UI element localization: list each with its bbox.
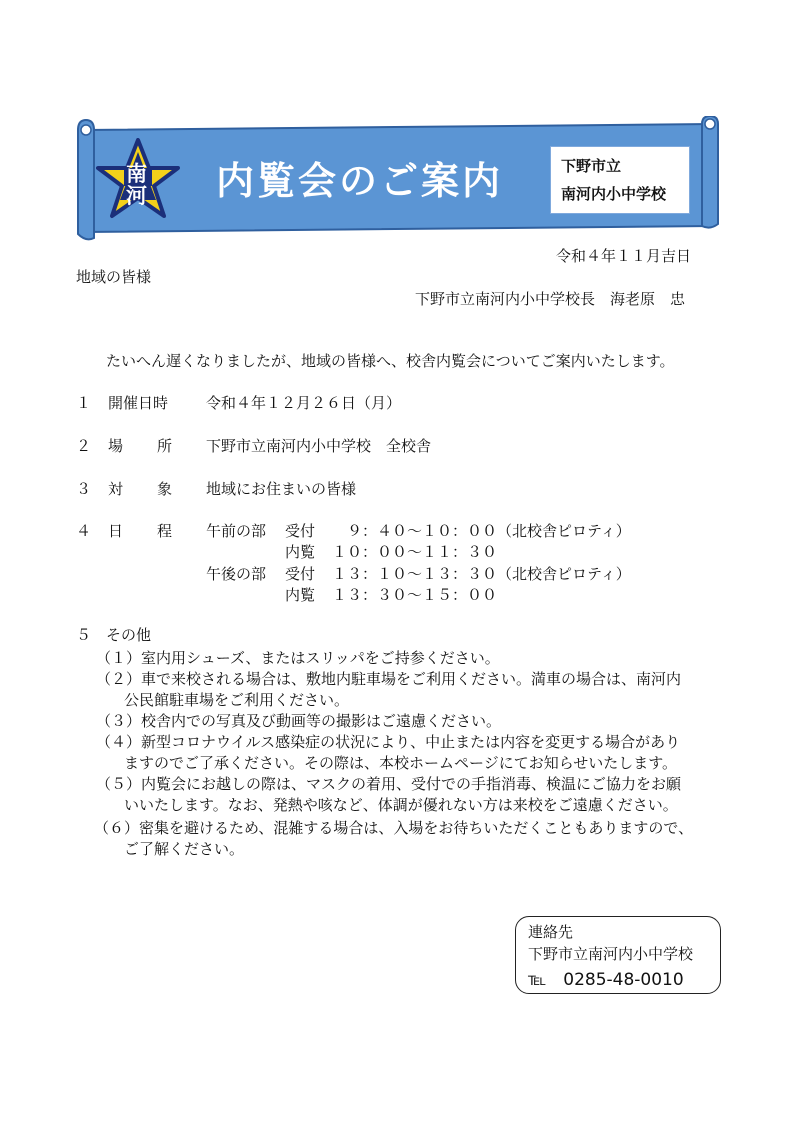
item-label-part: 日 [108,522,124,540]
note-line: ご了解ください。 [124,840,245,858]
schedule-kind: 受付 [285,522,316,540]
note-line: （２）車で来校される場合は、敷地内駐車場をご利用ください。満車の場合は、南河内 [96,670,682,688]
note-line: 公民館駐車場をご利用ください。 [124,691,350,709]
item-label [108,478,172,499]
item-label [108,392,172,413]
school-name-box [550,146,690,214]
item-label-part: 場 [108,437,124,455]
page-title: 内覧会のご案内 [216,159,504,203]
contact-school: 下野市立南河内小中学校 [528,945,694,963]
intro-text: たいへん遅くなりましたが、地域の皆様へ、校舎内覧会についてご案内いたします。 [106,352,675,370]
item-value: 下野市立南河内小中学校 全校舎 [206,437,432,455]
school-name-line1: 下野市立 [561,157,622,175]
addressee: 地域の皆様 [76,268,152,286]
item-label [108,520,172,541]
item-label-part: 所 [156,437,172,455]
note-line: （１）室内用シューズ、またはスリッパをご持参ください。 [96,649,500,667]
item-label [108,435,172,456]
schedule-time: １３：１０～１３：３０（北校舎ピロティ） [332,565,631,583]
note-line: （４）新型コロナウイルス感染症の状況により、中止または内容を変更する場合があり [96,733,681,751]
item-number: ３ [76,480,92,498]
note-line: （５）内覧会にお越しの際は、マスクの着用、受付での手指消毒、検温にご協力をお願 [96,775,682,793]
schedule-time: ９：４０～１０：００（北校舎ピロティ） [332,522,631,540]
contact-heading: 連絡先 [528,923,574,941]
schedule-kind: 内覧 [285,586,316,604]
issue-date: 令和４年１１月吉日 [556,247,692,265]
contact-box [515,916,721,994]
item-label-part: 程 [156,522,172,540]
item-number: ２ [76,437,92,455]
emblem-char-top: 南 [126,162,147,186]
schedule-kind: 受付 [285,565,316,583]
item-number: ４ [76,522,92,540]
item-label-part: 開催日時 [108,394,169,412]
note-line: （３）校舎内での写真及び動画等の撮影はご遠慮ください。 [96,712,502,730]
schedule-kind: 内覧 [285,543,316,561]
schedule-morning-label: 午前の部 [206,522,267,540]
emblem-char-bottom: 河 [126,184,147,208]
note-line: ますのでご了承ください。その際は、本校ホームページにてお知らせいたします。 [124,754,678,772]
item-number: １ [76,394,92,412]
item-value: 令和４年１２月２６日（月） [206,394,402,412]
title-banner [76,116,720,242]
schedule-time: １３：３０～１５：００ [332,586,498,604]
schedule-time: １０：００～１１：３０ [332,543,498,561]
school-name-line2: 南河内小中学校 [561,185,667,203]
contact-phone: ℡ 0285-48-0010 [528,970,684,990]
note-line: （６）密集を避けるため、混雑する場合は、入場をお待ちいただくこともありますので、 [94,819,694,837]
note-line: いいたします。なお、発熱や咳など、体調が優れない方は来校をご遠慮ください。 [124,796,678,814]
item-value: 地域にお住まいの皆様 [206,480,357,498]
sender: 下野市立南河内小中学校長 海老原 忠 [415,290,686,308]
schedule-afternoon-label: 午後の部 [206,565,267,583]
other-heading: ５ その他 [76,626,152,644]
item-label-part: 象 [156,480,172,498]
item-label-part: 対 [108,480,124,498]
